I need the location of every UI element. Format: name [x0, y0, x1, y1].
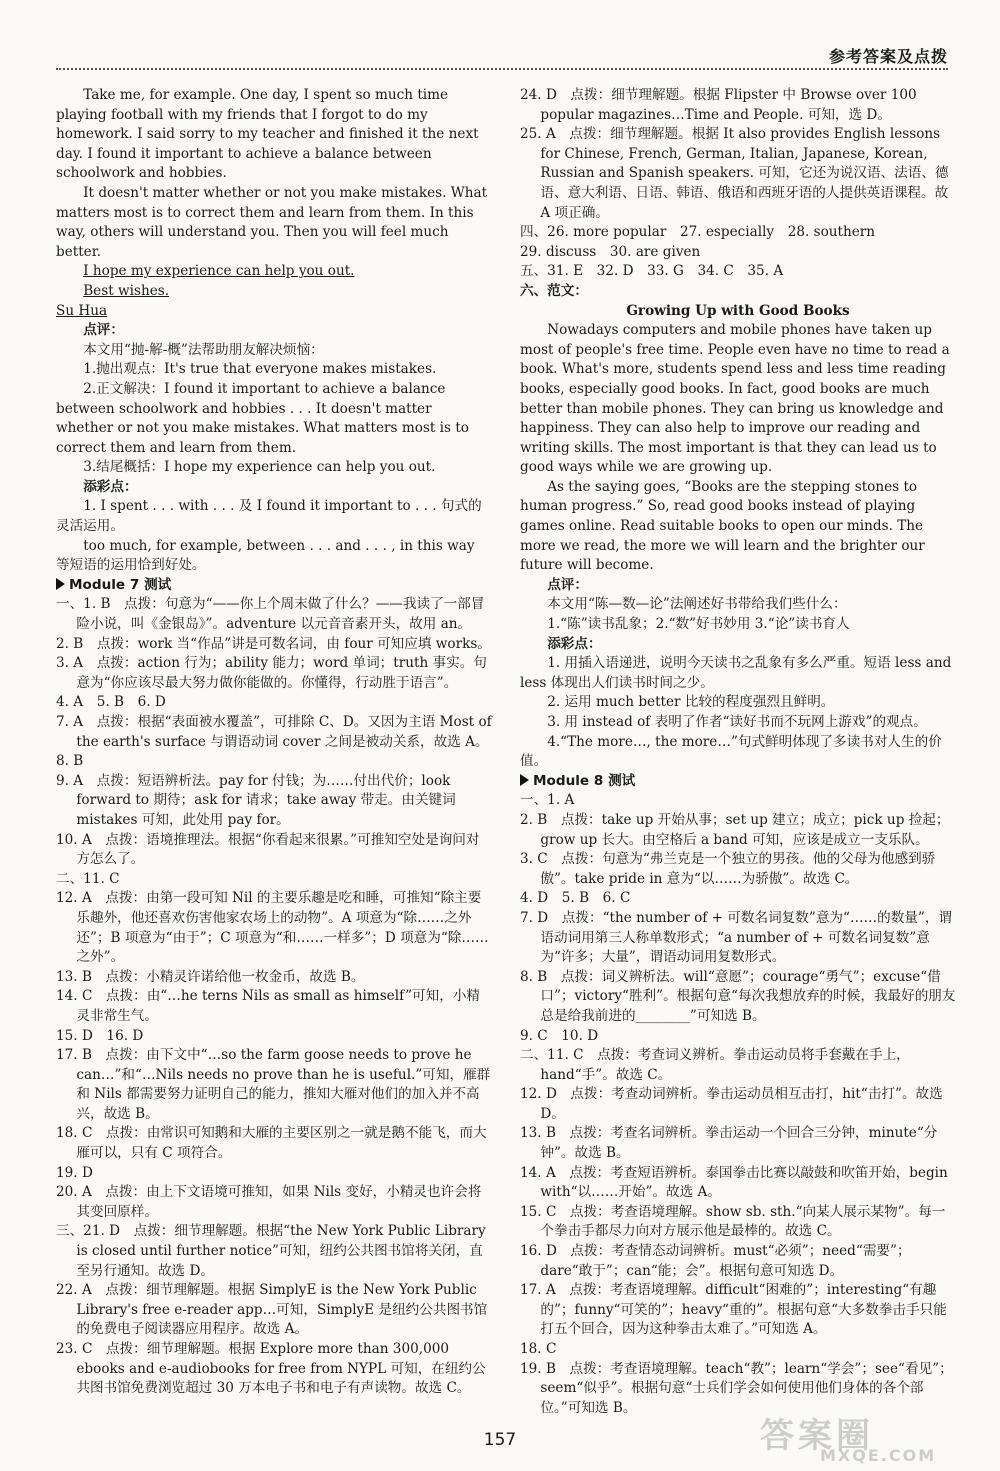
text-line: 2.正文解决：I found it important to achieve a balance between schoolwork and hobbies . . . It doesn't matter whether or not you make mistakes. What matters most is to correct them and learn from them.	[56, 380, 469, 456]
answer-item: 2. B 点拨：take up 开始从事；set up 建立；成立；pick up 捡起；grow up 长大。由空格后 a band 可知，应该是成立一支乐队。	[520, 811, 950, 848]
answer-item: 2. B 点拨：work 当“作品”讲是可数名词，由 four 可知应填 works。	[56, 635, 491, 652]
underlined-text: Su Hua	[56, 302, 108, 319]
underlined-text: I hope my experience can help you out.	[83, 263, 355, 280]
text-line: too much, for example, between . . . and . . . , in this way 等短语的运用恰到好处。	[56, 537, 475, 574]
text-line: 本文用“抛-解-概”法帮助朋友解决烦恼：	[83, 341, 324, 358]
answer-item: 9. A 点拨：短语辨析法。pay for 付钱；为……付出代价；look forward to 期待；ask for 请求；take away 带走。由关键词 mistakes 可知，此处用 pay for。	[56, 772, 456, 828]
answer-item: 12. D 点拨：考查动词辨析。拳击运动员相互击打，hit“击打”。故选 D。	[520, 1086, 943, 1122]
answer-item: 二、11. C	[56, 870, 120, 887]
text-line: It doesn't matter whether or not you make mistakes. What matters most is to correct them and learn from them. In this way, others will understand you. Then you will feel much better.	[56, 184, 488, 260]
text-line: 添彩点：	[547, 635, 602, 652]
module-heading	[520, 772, 956, 792]
answer-item: 7. D 点拨：“the number of + 可数名词复数”意为“……的数量”，谓语动词用第三人称单数形式；“a number of + 可数名词复数”意为“许多；大量”，谓语动词用复数形式。	[520, 909, 953, 966]
answer-item: 20. A 点拨：由上下文语境可推知，如果 Nils 变好，小精灵也许会将其变回原样。	[56, 1184, 482, 1220]
answer-item: 一、1. B 点拨：句意为“——你上个周末做了什么？——我读了一部冒险小说，叫《金银岛》”。adventure 以元音音素开头，故用 an。	[56, 596, 485, 633]
answer-item: 23. C 点拨：细节理解题。根据 Explore more than 300,000 ebooks and e-audiobooks for free from NYPL 可知，在纽约公共图书馆免费浏览超过 30 万本电子书和电子有声读物。故选 C。	[56, 1341, 486, 1397]
answer-item: 一、1. A	[520, 792, 575, 809]
answer-item: 18. C 点拨：由常识可知鹅和大雁的主要区别之一就是鹅不能飞，而大雁可以，只有 C 项符合。	[56, 1125, 487, 1162]
watermark-text: 答案圈	[760, 1416, 874, 1456]
text-line: 本文用“陈—数—论”法阐述好书带给我们些什么：	[547, 596, 847, 613]
answer-item: 4. A 5. B 6. D	[56, 694, 166, 711]
answer-item: 19. B 点拨：考查语境理解。teach“教”；learn“学会”；see“看见”；seem“似乎”。根据句意“士兵们学会如何使用他们身体的各个部位。”可知选 B。	[520, 1360, 953, 1416]
answer-item: 8. B 点拨：词义辨析法。will“意愿”；courage“勇气”；excuse“借口”；victory“胜利”。根据句意“每次我想放弃的时候，我最好的朋友总是给我前进的________”可知选 B。	[520, 968, 956, 1024]
text-line	[56, 282, 492, 302]
answer-item: 22. A 点拨：细节理解题。根据 SimplyE is the New York Public Library's free e-reader app…可知，SimplyE 是纽约公共图书馆的免费电子阅读器应用程序。故选 A。	[56, 1282, 488, 1338]
text-line: Take me, for example. One day, I spent so much time playing football with my friends that I forgot to do my homework. I said sorry to my teacher and finished it the next day. I found it important to achieve a balance between schoolwork and hobbies.	[56, 87, 479, 182]
answer-item: 24. D 点拨：细节理解题。根据 Flipster 中 Browse over 100 popular magazines…Time and People. 可知，选 D。	[520, 87, 917, 123]
right-column	[520, 86, 956, 1418]
text-line: 1. 用插入语递进，说明今天读书之乱象有多么严重。短语 less and less 体现出人们读书时间之少。	[520, 655, 952, 691]
answer-item: 4. D 5. B 6. C	[520, 890, 631, 907]
answer-item: 二、11. C 点拨：考查词义辨析。拳击运动员将手套戴在手上，hand“手”。故选 C。	[520, 1047, 910, 1083]
answer-item: 10. A 点拨：语境推理法。根据“你看起来很累。”可推知空处是询问对方怎么了。	[56, 831, 480, 868]
text-line: 点评：	[83, 322, 124, 339]
answer-item: 15. D 16. D	[56, 1027, 144, 1044]
text-line: As the saying goes, “Books are the stepping stones to human progress.” So, read good books instead of playing games online. Read suitable books to open our minds. The more we read, the more we will learn and the brighter our future will become.	[520, 478, 925, 574]
answer-item: 17. B 点拨：由下文中“…so the farm goose needs to prove he can…”和“…Nils needs no prove than he is useful.”可知，雁群和 Nils 都需要努力证明自己的能力，推知大雁对他们的加入并不高兴，故选 B。	[56, 1047, 491, 1122]
answer-item: 18. C	[520, 1341, 557, 1357]
text-line: Nowadays computers and mobile phones have taken up most of people's free time. People even have no time to read a book. What's more, students spend less and less time reading books, especially good books. In fact, good books are much better than mobile phones. They can bring us knowledge and happiness. They can also help to improve our reading and writing skills. The most important is that they can lead us to good ways while we are growing up.	[520, 322, 950, 476]
answer-item: 14. C 点拨：由“…he terns Nils as small as himself”可知，小精灵非常生气。	[56, 988, 481, 1024]
triangle-bullet-icon	[520, 774, 529, 786]
text-line: 4.“The more…, the more…”句式鲜明体现了多读书对人生的价值。	[520, 733, 942, 770]
text-line: 添彩点：	[83, 478, 138, 495]
answer-item: 16. D 点拨：考查情态动词辨析。must“必须”；need“需要”；dare“敢于”；can“能；会”。根据句意可知选 D。	[520, 1243, 911, 1279]
answer-item: 19. D	[56, 1164, 93, 1181]
answer-item: 9. C 10. D	[520, 1027, 599, 1044]
text-line: 1.抛出观点：It's true that everyone makes mistakes.	[83, 361, 437, 378]
answer-item: 7. A 点拨：根据“表面被水覆盖”，可排除 C、D。又因为主语 Most of the earth's surface 与谓语动词 cover 之间是被动关系，故选 A。	[56, 714, 492, 750]
answer-item: 3. C 点拨：句意为“弗兰克是一个独立的男孩。他的父母为他感到骄傲”。take pride in 意为“以……为骄傲”。故选 C。	[520, 851, 936, 887]
answer-item: 15. C 点拨：考查语境理解。show sb. sth.“向某人展示某物”。每一个拳击手都尽力向对方展示他是最棒的。故选 C。	[520, 1203, 946, 1240]
answer-item: 8. B	[56, 753, 84, 770]
answer-item: 13. B 点拨：考查名词辨析。拳击运动一个回合三分钟，minute“分钟”。故选 B。	[520, 1125, 938, 1162]
answer-item: 3. A 点拨：action 行为；ability 能力；word 单词；truth 事实。句意为“你应该尽最大努力做你能做的。你懂得，行动胜于语言”。	[56, 655, 487, 691]
left-column	[56, 86, 492, 1399]
module-heading-text: Module 7 测试	[69, 576, 172, 593]
answer-item: 三、21. D 点拨：细节理解题。根据“the New York Public Library is closed until further notice”可知，纽约公共图书馆将关闭，直至另行通知。故选 D。	[56, 1223, 486, 1279]
text-line: 六、范文：	[520, 282, 588, 299]
text-line: 1. I spent . . . with . . . 及 I found it important to . . . 句式的灵活运用。	[56, 498, 482, 535]
header-title: 参考答案及点拨	[828, 47, 948, 66]
answer-item: 12. A 点拨：由第一段可知 Nil 的主要乐趣是吃和睡，可推知“除主要乐趣外，他还喜欢伤害他家农场上的动物”。A 项意为“除……之外还”；B 项意为“由于”；C 项意为“和……一样多”；D 项意为“除……之外”。	[56, 890, 489, 966]
text-line: 2. 运用 much better 比较的程度强烈且鲜明。	[547, 694, 835, 711]
text-line: 1.“陈”读书乱象；2.“数”好书妙用 3.“论”读书育人	[547, 616, 850, 633]
text-line	[56, 262, 492, 282]
watermark-url: MXQE.COM	[820, 1446, 937, 1465]
answer-item: 四、26. more popular 27. especially 28. southern	[520, 224, 876, 241]
text-line	[56, 302, 492, 322]
answer-item: 13. B 点拨：小精灵许诺给他一枚金币，故选 B。	[56, 968, 365, 985]
answer-item: 25. A 点拨：细节理解题。根据 It also provides English lessons for Chinese, French, German, Italian, Japanese, Korean, Russian and Spanish speakers. 可知，它还为说汉语、法语、德语、意大利语、日语、韩语、俄语和西班牙语的人提供英语课程。故 A 项正确。	[520, 126, 949, 221]
watermark-logo	[740, 1408, 970, 1468]
underlined-text: Best wishes.	[83, 282, 170, 299]
text-line: 3. 用 instead of 表明了作者“读好书而不玩网上游戏”的观点。	[547, 714, 927, 730]
triangle-bullet-icon	[56, 578, 65, 590]
header-divider	[56, 68, 948, 70]
answer-item: 14. A 点拨：考查短语辨析。泰国拳击比赛以敲鼓和吹笛开始，begin with“以……开始”。故选 A。	[520, 1164, 948, 1201]
answer-item: 29. discuss 30. are given	[520, 243, 701, 260]
module-heading-text: Module 8 测试	[533, 772, 636, 789]
text-line: 点评：	[547, 576, 588, 593]
answer-item: 17. A 点拨：考查语境理解。difficult“困难的”；interesting“有趣的”；funny“可笑的”；heavy“重的”。根据句意“大多数拳击手只能打五个回合，因为这种拳击太难了。”可知选 A。	[520, 1282, 947, 1338]
text-line: 3.结尾概括：I hope my experience can help you out.	[83, 459, 436, 476]
page-header	[56, 40, 948, 70]
module-heading	[56, 576, 492, 596]
essay-title: Growing Up with Good Books	[626, 302, 850, 319]
page-number: 157	[483, 1430, 517, 1450]
answer-item: 五、31. E 32. D 33. G 34. C 35. A	[520, 263, 784, 280]
